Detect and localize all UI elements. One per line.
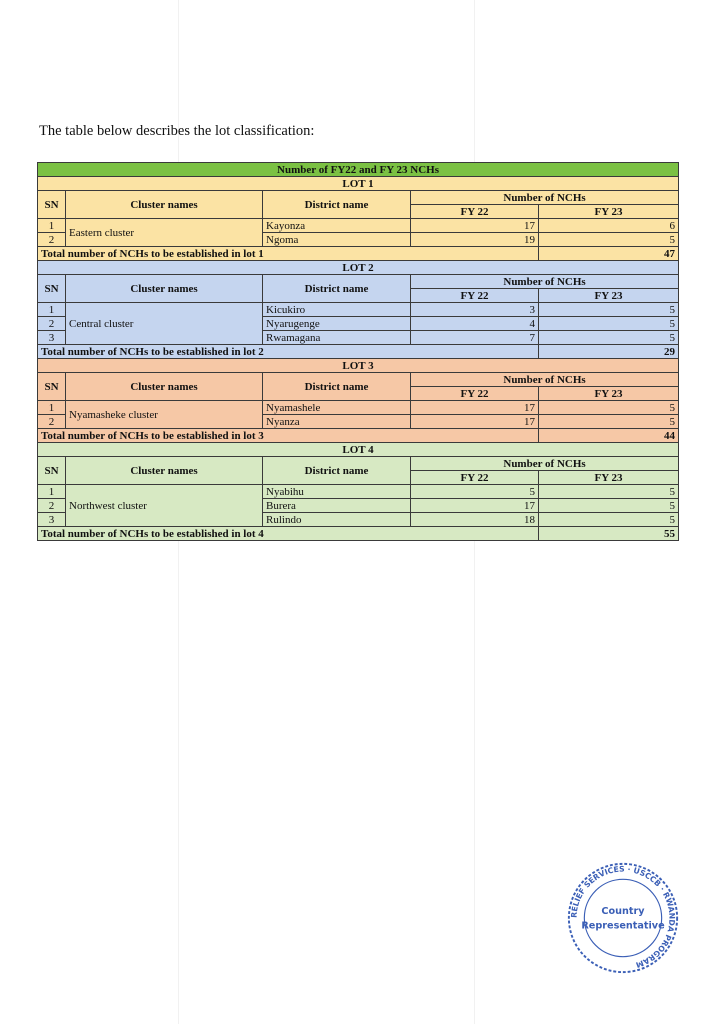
lot-label: LOT 1 xyxy=(38,177,679,191)
cluster-name: Northwest cluster xyxy=(66,485,263,527)
fy23-header: FY 23 xyxy=(539,205,679,219)
cluster-header: Cluster names xyxy=(66,275,263,303)
sn-cell: 1 xyxy=(38,219,66,233)
fy23-cell: 6 xyxy=(539,219,679,233)
stamp-text-country: Country xyxy=(601,906,645,918)
stamp-text-representative: Representative xyxy=(581,920,665,932)
sn-cell: 2 xyxy=(38,317,66,331)
district-cell: Nyarugenge xyxy=(263,317,411,331)
fy23-cell: 5 xyxy=(539,317,679,331)
fy22-header: FY 22 xyxy=(411,471,539,485)
fy23-header: FY 23 xyxy=(539,289,679,303)
fy22-header: FY 22 xyxy=(411,387,539,401)
lot-classification-table xyxy=(37,162,679,541)
total-row xyxy=(38,345,679,359)
column-header-row xyxy=(38,191,679,205)
total-value: 55 xyxy=(539,527,679,541)
district-header: District name xyxy=(263,373,411,401)
total-row xyxy=(38,527,679,541)
total-value: 47 xyxy=(539,247,679,261)
lot-label: LOT 4 xyxy=(38,443,679,457)
sn-cell: 1 xyxy=(38,303,66,317)
lot-header-row xyxy=(38,359,679,373)
district-header: District name xyxy=(263,275,411,303)
cluster-header: Cluster names xyxy=(66,457,263,485)
total-label: Total number of NCHs to be established in lot 1 xyxy=(38,247,539,261)
fy22-cell: 17 xyxy=(411,499,539,513)
total-label: Total number of NCHs to be established in lot 4 xyxy=(38,527,539,541)
fy22-header: FY 22 xyxy=(411,289,539,303)
cluster-header: Cluster names xyxy=(66,191,263,219)
fy22-cell: 17 xyxy=(411,219,539,233)
total-label: Total number of NCHs to be established in lot 3 xyxy=(38,429,539,443)
column-header-row xyxy=(38,457,679,471)
sn-cell: 2 xyxy=(38,415,66,429)
fy23-cell: 5 xyxy=(539,401,679,415)
fy22-cell: 7 xyxy=(411,331,539,345)
fy22-cell: 18 xyxy=(411,513,539,527)
number-header: Number of NCHs xyxy=(411,373,679,387)
fy22-cell: 5 xyxy=(411,485,539,499)
district-cell: Kicukiro xyxy=(263,303,411,317)
fy22-cell: 4 xyxy=(411,317,539,331)
total-value: 29 xyxy=(539,345,679,359)
sn-cell: 2 xyxy=(38,233,66,247)
cluster-name: Central cluster xyxy=(66,303,263,345)
sn-header: SN xyxy=(38,191,66,219)
intro-text: The table below describes the lot classification: xyxy=(39,123,315,139)
district-header: District name xyxy=(263,191,411,219)
table-title-row xyxy=(38,163,679,177)
sn-cell: 2 xyxy=(38,499,66,513)
fy23-cell: 5 xyxy=(539,233,679,247)
sn-cell: 3 xyxy=(38,331,66,345)
table-title: Number of FY22 and FY 23 NCHs xyxy=(38,163,679,177)
table-row xyxy=(38,485,679,499)
total-value: 44 xyxy=(539,429,679,443)
lot-label: LOT 2 xyxy=(38,261,679,275)
sn-header: SN xyxy=(38,457,66,485)
lot-header-row xyxy=(38,177,679,191)
district-cell: Rwamagana xyxy=(263,331,411,345)
sn-cell: 1 xyxy=(38,401,66,415)
district-cell: Ngoma xyxy=(263,233,411,247)
lot-label: LOT 3 xyxy=(38,359,679,373)
fy22-cell: 19 xyxy=(411,233,539,247)
fy23-cell: 5 xyxy=(539,485,679,499)
fy23-header: FY 23 xyxy=(539,387,679,401)
fy22-cell: 3 xyxy=(411,303,539,317)
lot-header-row xyxy=(38,261,679,275)
number-header: Number of NCHs xyxy=(411,457,679,471)
fy23-header: FY 23 xyxy=(539,471,679,485)
sn-cell: 1 xyxy=(38,485,66,499)
total-row xyxy=(38,429,679,443)
fy22-cell: 17 xyxy=(411,401,539,415)
fy23-cell: 5 xyxy=(539,499,679,513)
total-row xyxy=(38,247,679,261)
column-header-row xyxy=(38,275,679,289)
fy23-cell: 5 xyxy=(539,415,679,429)
fy22-cell: 17 xyxy=(411,415,539,429)
district-cell: Nyabihu xyxy=(263,485,411,499)
cluster-header: Cluster names xyxy=(66,373,263,401)
total-label: Total number of NCHs to be established in lot 2 xyxy=(38,345,539,359)
number-header: Number of NCHs xyxy=(411,275,679,289)
sn-header: SN xyxy=(38,373,66,401)
district-cell: Nyamashele xyxy=(263,401,411,415)
fy23-cell: 5 xyxy=(539,513,679,527)
cluster-name: Nyamasheke cluster xyxy=(66,401,263,429)
district-header: District name xyxy=(263,457,411,485)
number-header: Number of NCHs xyxy=(411,191,679,205)
stamp-ring-text: RELIEF SERVICES · USCCB · RWANDA PROGRAM xyxy=(569,864,677,970)
column-header-row xyxy=(38,373,679,387)
district-cell: Burera xyxy=(263,499,411,513)
cluster-name: Eastern cluster xyxy=(66,219,263,247)
sn-cell: 3 xyxy=(38,513,66,527)
fy23-cell: 5 xyxy=(539,331,679,345)
table-row xyxy=(38,303,679,317)
sn-header: SN xyxy=(38,275,66,303)
table-row xyxy=(38,401,679,415)
table-row xyxy=(38,219,679,233)
district-cell: Nyanza xyxy=(263,415,411,429)
fy23-cell: 5 xyxy=(539,303,679,317)
district-cell: Rulindo xyxy=(263,513,411,527)
official-stamp xyxy=(565,860,681,976)
lot-header-row xyxy=(38,443,679,457)
district-cell: Kayonza xyxy=(263,219,411,233)
fy22-header: FY 22 xyxy=(411,205,539,219)
